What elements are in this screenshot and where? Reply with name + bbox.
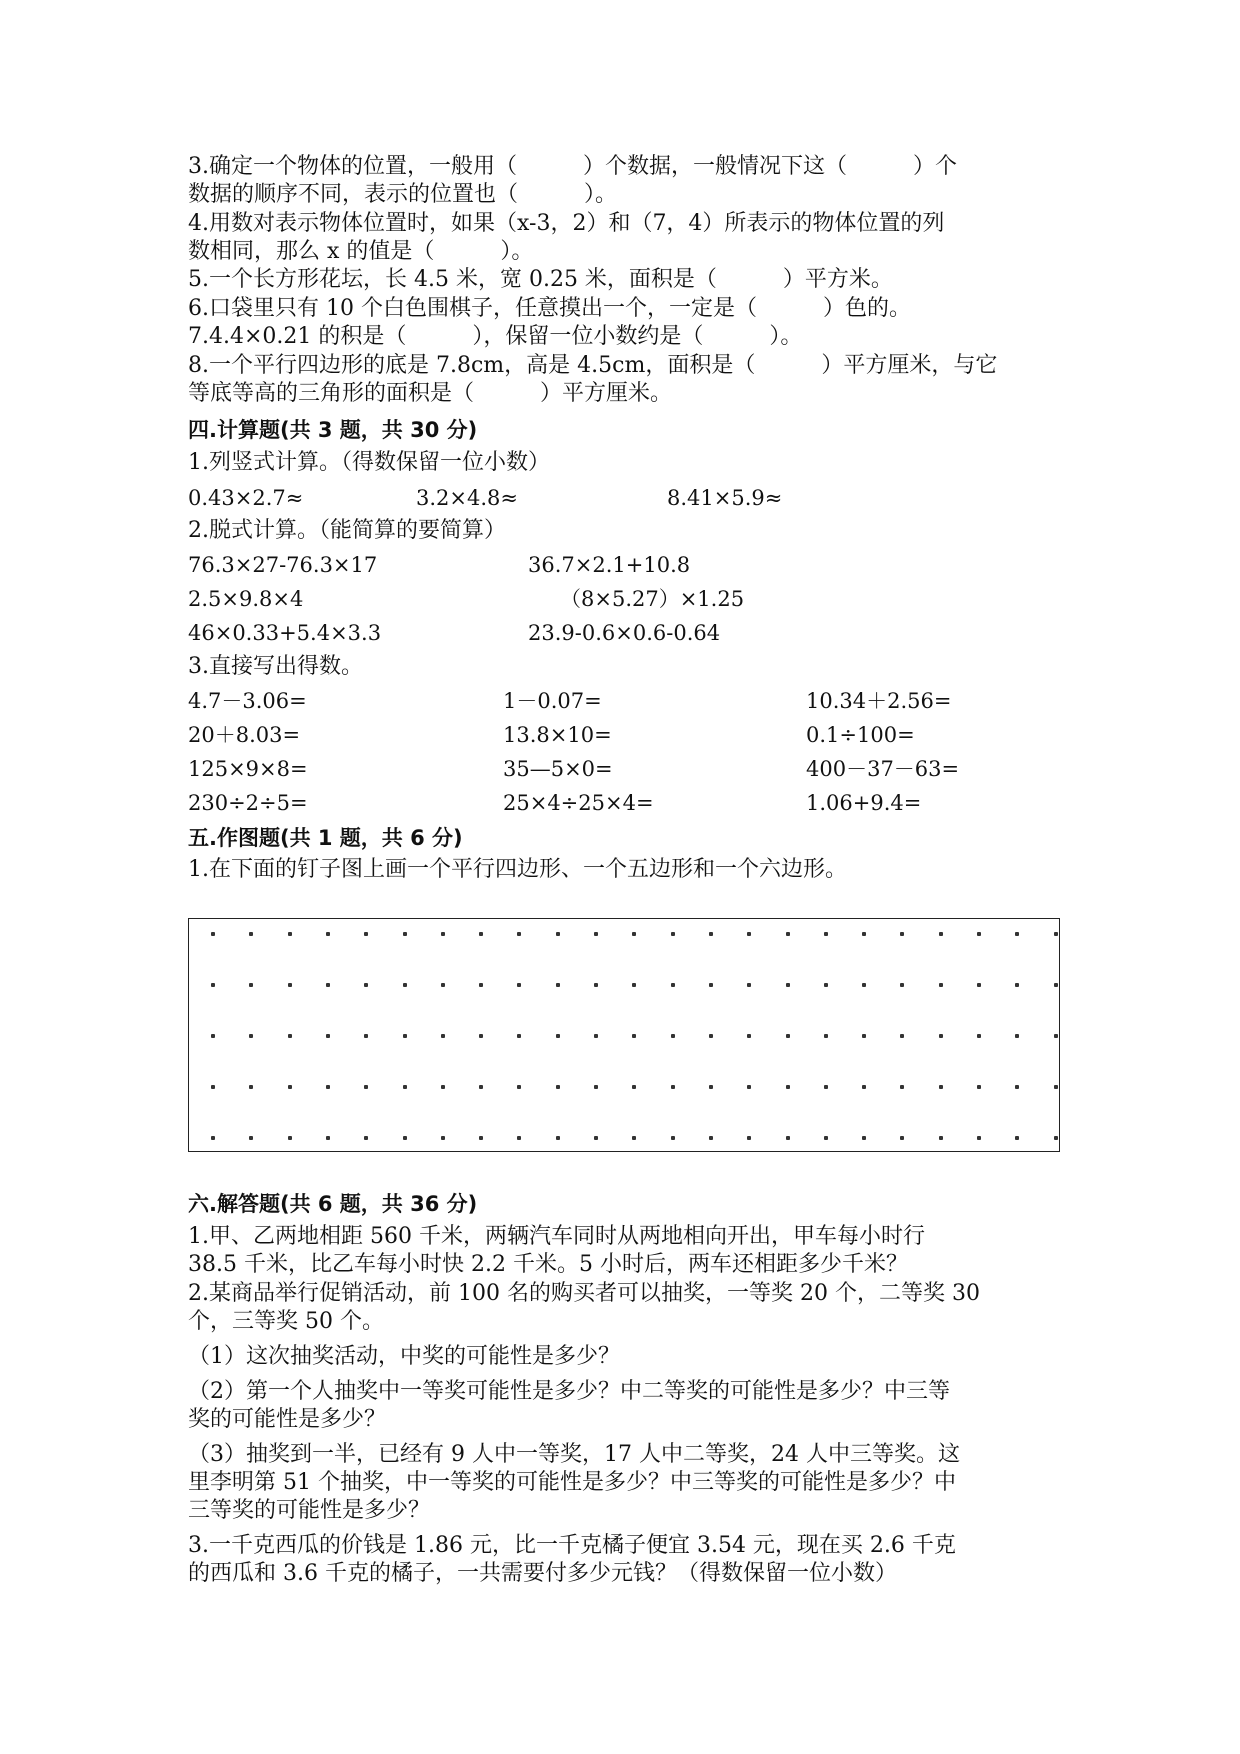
calc-q2-item: 46×0.33+5.4×3.3 — [188, 621, 382, 645]
nail-dot — [364, 932, 368, 936]
nail-dot — [326, 932, 330, 936]
nail-dot — [709, 932, 713, 936]
nail-dot — [556, 1034, 560, 1038]
nail-dot — [288, 983, 292, 987]
nail-dot — [1015, 1136, 1019, 1140]
nail-dot — [211, 1136, 215, 1140]
nail-dot — [862, 1136, 866, 1140]
nail-dot — [403, 1034, 407, 1038]
nail-dot — [786, 1034, 790, 1038]
nail-dot — [556, 983, 560, 987]
nail-dot — [556, 932, 560, 936]
nail-dot — [364, 1085, 368, 1089]
nail-dot — [441, 1136, 445, 1140]
calc-q3-item: 13.8×10= — [503, 723, 612, 747]
nail-dot — [479, 1085, 483, 1089]
nail-dot — [939, 983, 943, 987]
nail-dot — [517, 932, 521, 936]
nail-dot — [594, 1034, 598, 1038]
nail-dot — [1054, 983, 1058, 987]
answer-q2-part2-line2: 奖的可能性是多少？ — [188, 1407, 387, 1432]
nail-dot — [671, 1136, 675, 1140]
fill-blank-q3-line2: 数据的顺序不同，表示的位置也（ ）。 — [188, 182, 618, 207]
nail-dot — [786, 1136, 790, 1140]
nail-dot — [1054, 1034, 1058, 1038]
answer-q1-line1: 1.甲、乙两地相距 560 千米，两辆汽车同时从两地相向开出，甲车每小时行 — [188, 1224, 925, 1249]
answer-q2-part1: （1）这次抽奖活动，中奖的可能性是多少？ — [188, 1344, 620, 1369]
nail-dot — [288, 1136, 292, 1140]
nail-dot — [977, 1085, 981, 1089]
nail-dot — [479, 1136, 483, 1140]
calc-q3-item: 0.1÷100= — [806, 723, 915, 747]
nail-dot — [632, 983, 636, 987]
calc-q3-item: 20＋8.03= — [188, 723, 301, 747]
nail-dot — [709, 1034, 713, 1038]
nail-dot — [1015, 983, 1019, 987]
calc-q2-item: 2.5×9.8×4 — [188, 587, 304, 611]
fill-blank-q8-line2: 等底等高的三角形的面积是（ ）平方厘米。 — [188, 381, 673, 406]
nail-dot — [671, 932, 675, 936]
nail-dot — [900, 983, 904, 987]
fill-blank-q3-line1: 3.确定一个物体的位置，一般用（ ）个数据，一般情况下这（ ）个 — [188, 154, 957, 179]
nail-dot — [632, 1136, 636, 1140]
nail-dot — [632, 1085, 636, 1089]
calc-q3-item: 10.34＋2.56= — [806, 689, 952, 713]
answer-q2-part2-line1: （2）第一个人抽奖中一等奖可能性是多少？中二等奖的可能性是多少？中三等 — [188, 1379, 950, 1404]
nail-dot — [747, 983, 751, 987]
calc-q3-item: 400－37－63= — [806, 757, 960, 781]
nail-dot — [1054, 932, 1058, 936]
calc-q1-prompt: 1.列竖式计算。（得数保留一位小数） — [188, 450, 550, 475]
nail-dot — [364, 1136, 368, 1140]
nail-dot — [1015, 1034, 1019, 1038]
nail-dot — [900, 1085, 904, 1089]
answer-q2-part3-line3: 三等奖的可能性是多少？ — [188, 1498, 431, 1523]
nail-dot — [900, 932, 904, 936]
nail-dot — [249, 1034, 253, 1038]
nail-dot — [1015, 932, 1019, 936]
nail-dot — [403, 932, 407, 936]
nail-dot — [403, 983, 407, 987]
nail-dot — [632, 932, 636, 936]
calc-q1-item: 8.41×5.9≈ — [667, 486, 783, 510]
section5-title: 五.作图题(共 1 题，共 6 分) — [188, 826, 463, 850]
nail-dot — [517, 1136, 521, 1140]
calc-q2-item: 36.7×2.1+10.8 — [528, 553, 691, 577]
nail-dot — [594, 1085, 598, 1089]
nail-dot — [517, 1034, 521, 1038]
fill-blank-q4-line2: 数相同，那么 x 的值是（ ）。 — [188, 239, 534, 264]
answer-q2-part3-line1: （3）抽奖到一半，已经有 9 人中一等奖，17 人中二等奖，24 人中三等奖。这 — [188, 1442, 960, 1467]
nail-dot — [249, 1085, 253, 1089]
nail-dot — [403, 1136, 407, 1140]
answer-q2-line2: 个，三等奖 50 个。 — [188, 1309, 384, 1334]
answer-q2-line1: 2.某商品举行促销活动，前 100 名的购买者可以抽奖，一等奖 20 个，二等奖 30 — [188, 1281, 980, 1306]
nail-dot — [900, 1136, 904, 1140]
nail-dot — [249, 932, 253, 936]
nail-dot — [1054, 1085, 1058, 1089]
nail-dot — [517, 983, 521, 987]
calc-q3-prompt: 3.直接写出得数。 — [188, 654, 363, 679]
calc-q3-item: 35—5×0= — [503, 757, 613, 781]
nail-dot — [441, 932, 445, 936]
answer-q2-part3-line2: 里李明第 51 个抽奖，中一等奖的可能性是多少？中三等奖的可能性是多少？中 — [188, 1470, 956, 1495]
nail-dot — [747, 1034, 751, 1038]
section4-title: 四.计算题(共 3 题，共 30 分) — [188, 418, 478, 442]
nail-dot — [211, 1085, 215, 1089]
nail-dot — [1015, 1085, 1019, 1089]
nail-dot — [441, 1034, 445, 1038]
fill-blank-q7: 7.4.4×0.21 的积是（ ），保留一位小数约是（ ）。 — [188, 324, 803, 349]
nail-dot — [977, 983, 981, 987]
nail-dot — [939, 1034, 943, 1038]
nail-dot — [671, 983, 675, 987]
nail-dot — [824, 932, 828, 936]
nail-dot — [211, 932, 215, 936]
nail-dot — [900, 1034, 904, 1038]
nail-board-grid[interactable] — [188, 918, 1060, 1152]
nail-dot — [632, 1034, 636, 1038]
nail-dot — [288, 932, 292, 936]
nail-dot — [939, 1136, 943, 1140]
nail-dot — [249, 983, 253, 987]
calc-q2-item: 23.9-0.6×0.6-0.64 — [528, 621, 721, 645]
nail-dot — [1054, 1136, 1058, 1140]
nail-dot — [862, 983, 866, 987]
calc-q2-prompt: 2.脱式计算。（能简算的要简算） — [188, 518, 506, 543]
nail-dot — [824, 1136, 828, 1140]
calc-q3-item: 125×9×8= — [188, 757, 308, 781]
calc-q3-item: 230÷2÷5= — [188, 791, 308, 815]
calc-q2-item: 76.3×27-76.3×17 — [188, 553, 378, 577]
nail-dot — [249, 1136, 253, 1140]
nail-dot — [441, 983, 445, 987]
calc-q3-item: 1.06+9.4= — [806, 791, 922, 815]
fill-blank-q4-line1: 4.用数对表示物体位置时，如果（x-3，2）和（7，4）所表示的物体位置的列 — [188, 211, 945, 236]
answer-q3-line2: 的西瓜和 3.6 千克的橘子，一共需要付多少元钱？（得数保留一位小数） — [188, 1561, 897, 1586]
calc-q3-item: 4.7－3.06= — [188, 689, 307, 713]
nail-dot — [288, 1034, 292, 1038]
nail-dot — [364, 1034, 368, 1038]
nail-dot — [441, 1085, 445, 1089]
nail-dot — [556, 1085, 560, 1089]
nail-dot — [326, 983, 330, 987]
nail-dot — [786, 932, 790, 936]
nail-dot — [824, 1085, 828, 1089]
nail-dot — [939, 1085, 943, 1089]
nail-dot — [211, 983, 215, 987]
fill-blank-q6: 6.口袋里只有 10 个白色围棋子，任意摸出一个，一定是（ ）色的。 — [188, 296, 911, 321]
nail-dot — [824, 983, 828, 987]
nail-dot — [594, 1136, 598, 1140]
nail-dot — [747, 1085, 751, 1089]
nail-dot — [517, 1085, 521, 1089]
nail-dot — [786, 983, 790, 987]
nail-dot — [862, 1034, 866, 1038]
fill-blank-q8-line1: 8.一个平行四边形的底是 7.8cm，高是 4.5cm，面积是（ ）平方厘米，与它 — [188, 353, 998, 378]
answer-q3-line1: 3.一千克西瓜的价钱是 1.86 元，比一千克橘子便宜 3.54 元，现在买 2.6 千克 — [188, 1533, 956, 1558]
nail-dot — [786, 1085, 790, 1089]
calc-q1-item: 3.2×4.8≈ — [416, 486, 518, 510]
nail-dot — [556, 1136, 560, 1140]
nail-dot — [862, 1085, 866, 1089]
nail-dot — [671, 1085, 675, 1089]
nail-dot — [709, 1085, 713, 1089]
calc-q2-item: （8×5.27）×1.25 — [560, 587, 745, 611]
calc-q3-item: 25×4÷25×4= — [503, 791, 654, 815]
nail-dot — [709, 1136, 713, 1140]
nail-dot — [977, 1136, 981, 1140]
nail-dot — [977, 932, 981, 936]
nail-dot — [747, 932, 751, 936]
nail-dot — [824, 1034, 828, 1038]
answer-q1-line2: 38.5 千米，比乙车每小时快 2.2 千米。5 小时后，两车还相距多少千米？ — [188, 1252, 908, 1277]
nail-dot — [594, 983, 598, 987]
nail-dot — [939, 932, 943, 936]
nail-dot — [671, 1034, 675, 1038]
nail-dot — [479, 932, 483, 936]
calc-q1-item: 0.43×2.7≈ — [188, 486, 304, 510]
nail-dot — [326, 1034, 330, 1038]
nail-dot — [326, 1085, 330, 1089]
fill-blank-q5: 5.一个长方形花坛，长 4.5 米，宽 0.25 米，面积是（ ）平方米。 — [188, 267, 893, 292]
nail-dot — [479, 983, 483, 987]
nail-dot — [288, 1085, 292, 1089]
nail-dot — [364, 983, 368, 987]
nail-dot — [594, 932, 598, 936]
nail-dot — [709, 983, 713, 987]
nail-dot — [403, 1085, 407, 1089]
draw-q1-prompt: 1.在下面的钉子图上画一个平行四边形、一个五边形和一个六边形。 — [188, 857, 847, 882]
calc-q3-item: 1－0.07= — [503, 689, 602, 713]
nail-dot — [211, 1034, 215, 1038]
section6-title: 六.解答题(共 6 题，共 36 分) — [188, 1192, 478, 1216]
nail-dot — [479, 1034, 483, 1038]
nail-dot — [977, 1034, 981, 1038]
nail-dot — [326, 1136, 330, 1140]
nail-dot — [747, 1136, 751, 1140]
nail-dot — [862, 932, 866, 936]
